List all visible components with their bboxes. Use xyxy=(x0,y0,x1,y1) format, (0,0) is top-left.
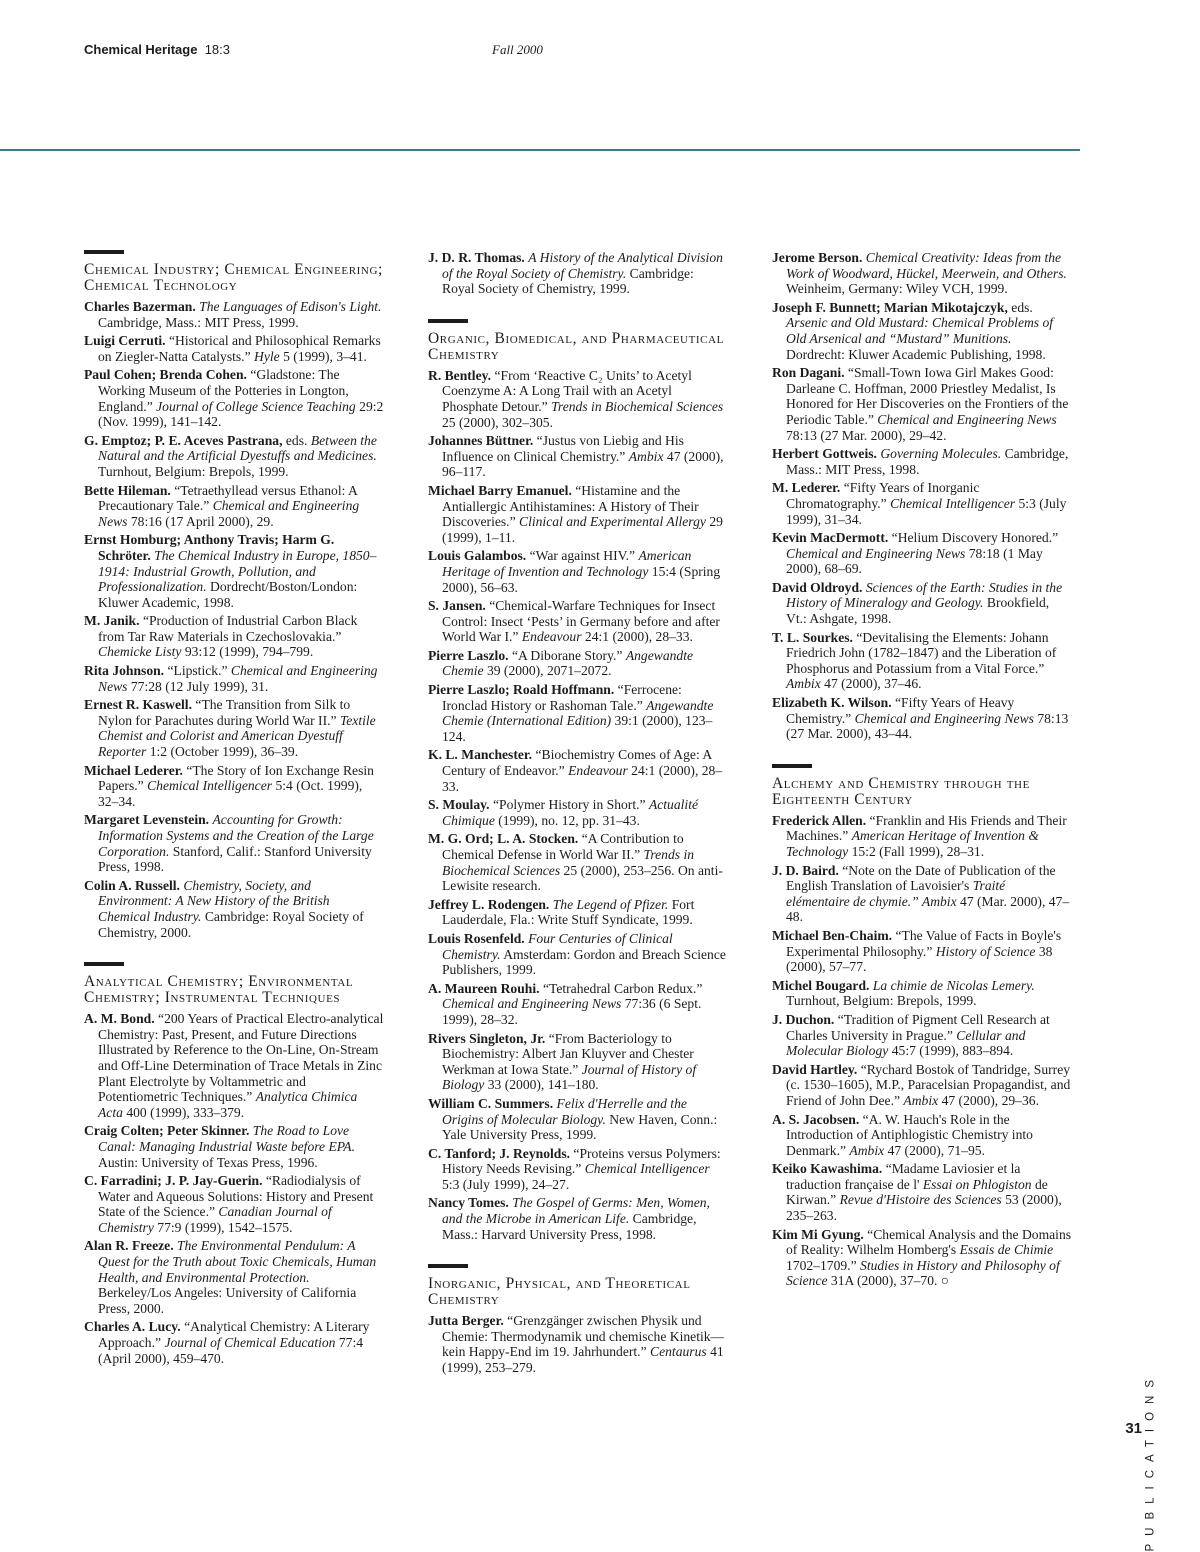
citation-text: “Ferrocene: Ironclad History or Rashoman Tale.” xyxy=(442,682,682,713)
citation-entry xyxy=(428,897,728,928)
citation-entry xyxy=(772,365,1072,443)
citation-text: 400 (1999), 333–379. xyxy=(126,1104,245,1120)
citation-text: 1:2 (October 1999), 36–39. xyxy=(149,744,299,760)
citation-text: Cambridge: Royal Society of Chemistry, 1999. xyxy=(442,265,694,297)
citation-text: 29 (1999), 1–11. xyxy=(442,514,723,545)
citation-text: “200 Years of Practical Electro-analytical Chemistry: Past, Present, and Future Directions Illustrated by Reference to the On-Line, On-Stream and Off-Line Determination of Trace Metals in Zinc Plant Electrolyte by Voltammetric and Potentiometric Techniques.” xyxy=(98,1011,384,1105)
section-bar xyxy=(772,764,812,768)
citation-entry xyxy=(428,831,728,893)
citation-author: Michel Bougard. xyxy=(772,977,870,993)
section-analytical-chemistry xyxy=(84,962,384,1366)
citation-author: Luigi Cerruti. xyxy=(84,333,166,349)
citation-text: “Chemical-Warfare Techniques for Insect Control: Insect ‘Pests’ in Germany before and after World War I.” xyxy=(442,598,720,645)
citation-text: Cambridge, Mass.: Harvard University Press, 1998. xyxy=(442,1211,697,1242)
citation-text: 77:4 (April 2000), 459–470. xyxy=(98,1335,364,1366)
journal-title: Chemical Heritage xyxy=(84,42,198,57)
citation-entry xyxy=(428,483,728,545)
citation-author: David Hartley. xyxy=(772,1061,858,1077)
citation-text: 5 (1999), 3–41. xyxy=(283,348,367,364)
citation-text: 29:2 (Nov. 1999), 141–142. xyxy=(98,398,384,430)
citation-author: Jerome Berson. xyxy=(772,250,863,265)
citation-text: Berkeley/Los Angeles: University of California Press, 2000. xyxy=(98,1285,357,1316)
citation-entry xyxy=(84,367,384,429)
citation-text: eds. xyxy=(1011,299,1033,315)
section-title: Analytical Chemistry; Environmental Chemistry; Instrumental Techniques xyxy=(84,973,354,1007)
citation-title: Chemical Intelligencer xyxy=(584,1161,710,1177)
citation-text: 77:28 (12 July 1999), 31. xyxy=(130,678,269,694)
citation-author: C. Farradini; J. P. Jay-Guerin. xyxy=(84,1173,263,1189)
citation-title: Endeavour xyxy=(568,763,628,779)
citation-text: “Analytical Chemistry: A Literary Approach.” xyxy=(98,1319,370,1351)
citation-title: Ambix xyxy=(903,1092,939,1108)
citation-author: M. G. Ord; L. A. Stocken. xyxy=(428,831,579,847)
citation-entry xyxy=(428,598,728,645)
section-title: Organic, Biomedical, and Pharmaceutical Chemistry xyxy=(428,329,724,363)
citation-title: Chemicke Listy xyxy=(98,644,182,660)
citation-title: Endeavour xyxy=(521,629,582,645)
citation-title: Cellular and Molecular Biology xyxy=(786,1027,1026,1059)
column-2 xyxy=(428,250,728,1379)
citation-title: American Heritage of Invention and Technology xyxy=(442,548,692,579)
citation-text: 47 (2000), 96–117. xyxy=(442,448,724,480)
citation-title: Chemical Intelligencer xyxy=(147,778,273,794)
citation-title: The Road to Love Canal: Managing Industrial Waste before EPA. xyxy=(98,1123,356,1154)
citation-text: Turnhout, Belgium: Brepols, 1999. xyxy=(98,463,289,479)
citation-author: William C. Summers. xyxy=(428,1095,554,1111)
citation-entry xyxy=(772,1012,1072,1059)
citation-entry xyxy=(772,480,1072,527)
header-rule xyxy=(0,149,1080,151)
citation-text: 47 (2000), 37–46. xyxy=(824,676,922,692)
citation-title: Four Centuries of Clinical Chemistry. xyxy=(442,930,673,962)
citation-entry xyxy=(428,548,728,595)
citation-title: Angewandte Chemie xyxy=(442,647,694,679)
citation-title: Chemical and Engineering News xyxy=(442,996,622,1012)
citation-author: Charles Bazerman. xyxy=(84,299,196,314)
citation-entry xyxy=(84,663,384,694)
citation-entry xyxy=(772,1112,1072,1159)
citation-author: Louis Galambos. xyxy=(428,548,527,564)
citation-text: 15:2 (Fall 1999), 28–31. xyxy=(851,844,985,859)
citation-title: Felix d'Herrelle and the Origins of Molecular Biology. xyxy=(442,1095,687,1127)
citation-entry xyxy=(84,697,384,759)
column-3 xyxy=(772,250,1072,1292)
citation-text: 39:1 (2000), 123–124. xyxy=(442,713,713,744)
citation-entry xyxy=(84,333,384,364)
citation-text: “The Transition from Silk to Nylon for Parachutes during World War II.” xyxy=(98,697,351,728)
citation-author: Ron Dagani. xyxy=(772,365,845,381)
citation-author: Paul Cohen; Brenda Cohen. xyxy=(84,367,247,383)
citation-entry xyxy=(772,978,1072,1009)
citation-text: “Devitalising the Elements: Johann Friedrich John (1782–1847) and the Liberation of Phosphorus and Potassium from a Vital Force.” xyxy=(786,629,1057,676)
citation-text: “Chemical Analysis and the Domains of Reality: Wilhelm Homberg's xyxy=(786,1226,1072,1258)
citation-text: 33 (2000), 141–180. xyxy=(487,1077,599,1093)
citation-entry xyxy=(84,532,384,610)
citation-author: S. Jansen. xyxy=(428,598,486,614)
citation-text: 41 (1999), 253–279. xyxy=(442,1344,724,1376)
citation-title: Canadian Journal of Chemistry xyxy=(98,1204,332,1235)
citation-author: Kim Mi Gyung. xyxy=(772,1226,864,1242)
page-number: 31 xyxy=(1125,1420,1142,1437)
citation-author: Keiko Kawashima. xyxy=(772,1161,883,1177)
citation-text: “Madame Laviosier et la traduction française de l' xyxy=(786,1161,1021,1192)
citation-text: “Proteins versus Polymers: History Needs Revising.” xyxy=(442,1145,721,1177)
citation-title: Trends in Biochemical Sciences xyxy=(442,847,695,878)
citation-title: La chimie de Nicolas Lemery. xyxy=(872,977,1035,993)
citation-title: Studies in History and Philosophy of Science xyxy=(786,1257,1060,1289)
citation-title: Hyle xyxy=(254,348,280,364)
citation-text: “Rychard Bostok of Tandridge, Surrey (c. 1530–1605), M.P., Paracelsian Propagandist, and Friend of John Dee.” xyxy=(786,1061,1071,1108)
citation-entry xyxy=(84,763,384,810)
citation-text: 78:18 (1 May 2000), 68–69. xyxy=(786,545,1043,577)
citation-text: “Histamine and the Antiallergic Antihistamines: A History of Their Discoveries.” xyxy=(442,482,699,530)
citation-author: Bette Hileman. xyxy=(84,482,171,498)
citation-text: Turnhout, Belgium: Brepols, 1999. xyxy=(786,993,977,1009)
citation-text: “Polymer History in Short.” xyxy=(492,797,646,813)
citation-title: Between the Natural and the Artificial Dyestuffs and Medicines. xyxy=(98,432,377,464)
citation-title: Chemical and Engineering News xyxy=(786,545,966,561)
citation-entry xyxy=(772,1062,1072,1109)
citation-text: “A Diborane Story.” xyxy=(511,647,623,663)
citation-text: “The Value of Facts in Boyle's Experimental Philosophy.” xyxy=(786,927,1062,959)
citation-text: “Note on the Date of Publication of the English Translation of Lavoisier's xyxy=(786,862,1056,894)
citation-author: G. Emptoz; P. E. Aceves Pastrana, xyxy=(84,432,283,448)
citation-text: “From Bacteriology to Biochemistry: Albert Jan Kluyver and Chester Werkman at Iowa State.” xyxy=(442,1030,694,1077)
citation-text: 47 (Mar. 2000), 47–48. xyxy=(786,893,1070,925)
citation-text: 53 (2000), 235–263. xyxy=(786,1192,1062,1224)
citation-title: Chemical Intelligencer xyxy=(890,495,1016,511)
citation-text: 24:1 (2000), 28–33. xyxy=(584,629,693,645)
citation-text: Fort Lauderdale, Fla.: Write Stuff Syndicate, 1999. xyxy=(442,896,695,928)
citation-entry xyxy=(428,1096,728,1143)
citation-text: Amsterdam: Gordon and Breach Science Publishers, 1999. xyxy=(442,946,726,978)
citation-text: eds. xyxy=(285,432,308,448)
citation-author: Jutta Berger. xyxy=(428,1313,504,1329)
citation-entry xyxy=(84,1238,384,1316)
citation-author: Ernest R. Kaswell. xyxy=(84,697,192,713)
citation-title: Traité elémentaire de chymie.” Ambix xyxy=(786,878,1006,909)
citation-text: 15:4 (Spring 2000), 56–63. xyxy=(442,563,721,595)
column-1 xyxy=(84,250,384,1369)
citation-author: M. Lederer. xyxy=(772,480,841,496)
citation-author: Jeffrey L. Rodengen. xyxy=(428,896,550,912)
citation-author: Craig Colten; Peter Skinner. xyxy=(84,1123,250,1139)
citation-text: 25 (2000), 253–256. On anti-Lewisite research. xyxy=(442,862,723,894)
section-chemical-industry xyxy=(84,250,384,940)
section-bar xyxy=(428,319,468,323)
citation-text: “Production of Industrial Carbon Black from Tar Raw Materials in Czechoslovakia.” xyxy=(98,613,358,644)
citation-text: New Haven, Conn.: Yale University Press, 1999. xyxy=(442,1111,718,1143)
citation-author: J. D. R. Thomas. xyxy=(428,250,525,265)
citation-entry xyxy=(772,530,1072,577)
citation-text: 78:13 (27 Mar. 2000), 29–42. xyxy=(786,427,947,443)
citation-text: 45:7 (1999), 883–894. xyxy=(891,1043,1014,1059)
citation-author: Herbert Gottweis. xyxy=(772,446,877,462)
citation-text: 77:9 (1999), 1542–1575. xyxy=(157,1219,293,1235)
citation-author: S. Moulay. xyxy=(428,797,490,813)
citation-text: “Tetraethyllead versus Ethanol: A Precautionary Tale.” xyxy=(98,482,358,514)
citation-text: “Biochemistry Comes of Age: A Century of Endeavor.” xyxy=(442,747,712,779)
citation-entry xyxy=(772,250,1072,297)
citation-title: Ambix xyxy=(628,448,664,464)
citation-text: (1999), no. 12, pp. 31–43. xyxy=(498,812,640,828)
citation-author: K. L. Manchester. xyxy=(428,747,533,763)
citation-title: Clinical and Experimental Allergy xyxy=(519,514,706,530)
citation-title: The Legend of Pfizer. xyxy=(552,896,669,912)
citation-entry xyxy=(84,433,384,480)
citation-entry xyxy=(772,1227,1072,1289)
citation-text: “Helium Discovery Honored.” xyxy=(891,530,1059,546)
citation-text: 78:16 (17 April 2000), 29. xyxy=(130,513,274,529)
citation-author: Louis Rosenfeld. xyxy=(428,930,525,946)
citation-title: Governing Molecules. xyxy=(880,446,1002,462)
citation-entry xyxy=(772,928,1072,975)
section-analytical-chemistry-cont xyxy=(428,250,728,297)
section-title: Inorganic, Physical, and Theoretical Chemistry xyxy=(428,1275,691,1309)
citation-entry xyxy=(84,1123,384,1170)
citation-entry xyxy=(84,1173,384,1235)
citation-text: “A. W. Hauch's Role in the Introduction of Antiphlogistic Chemistry into Denmark.” xyxy=(786,1111,1033,1158)
section-alchemy xyxy=(772,764,1072,1289)
citation-title: The Gospel of Germs: Men, Women, and the Microbe in American Life. xyxy=(442,1195,710,1227)
citation-entry xyxy=(772,580,1072,627)
citation-title: Chemical and Engineering News xyxy=(98,663,378,694)
citation-entry xyxy=(428,682,728,744)
citation-title: Journal of History of Biology xyxy=(442,1061,697,1093)
citation-author: Michael Lederer. xyxy=(84,762,183,778)
citation-author: Frederick Allen. xyxy=(772,812,867,828)
citation-title: Accounting for Growth: Information Systems and the Creation of the Large Corporation. xyxy=(98,812,374,859)
section-inorganic-chemistry-cont xyxy=(772,250,1072,742)
citation-title: Journal of College Science Teaching xyxy=(156,398,356,414)
citation-title: The Languages of Edison's Light. xyxy=(199,299,382,314)
citation-entry xyxy=(428,797,728,828)
citation-author: A. M. Bond. xyxy=(84,1011,155,1027)
citation-author: C. Tanford; J. Reynolds. xyxy=(428,1145,571,1161)
citation-author: Kevin MacDermott. xyxy=(772,530,889,546)
citation-text: “A Contribution to Chemical Defense in World War II.” xyxy=(442,831,684,862)
citation-author: A. S. Jacobsen. xyxy=(772,1111,860,1127)
citation-author: Johannes Büttner. xyxy=(428,433,534,449)
citation-author: Pierre Laszlo; Roald Hoffmann. xyxy=(428,682,615,698)
citation-text: 47 (2000), 29–36. xyxy=(941,1092,1039,1108)
section-title: Chemical Industry; Chemical Engineering; Chemical Technology xyxy=(84,261,383,294)
citation-text: Brookfield, Vt.: Ashgate, 1998. xyxy=(786,595,1050,627)
citation-entry xyxy=(772,813,1072,860)
citation-title: Centaurus xyxy=(650,1344,707,1360)
citation-author: Rita Johnson. xyxy=(84,663,165,679)
citation-title: Chemical Creativity: Ideas from the Work of Woodward, Hückel, Meerwein, and Others. xyxy=(786,250,1067,281)
section-bar xyxy=(84,962,124,966)
citation-text: 24:1 (2000), 28–33. xyxy=(442,763,723,794)
citation-title: A History of the Analytical Division of the Royal Society of Chemistry. xyxy=(442,250,723,281)
citation-author: Charles A. Lucy. xyxy=(84,1319,181,1335)
citation-entry xyxy=(428,1031,728,1093)
citation-entry xyxy=(84,1319,384,1366)
citation-entry xyxy=(428,433,728,480)
citation-text: 5:4 (Oct. 1999), 32–34. xyxy=(98,778,363,809)
citation-title: American Heritage of Invention & Technology xyxy=(786,828,1039,859)
citation-author: Elizabeth K. Wilson. xyxy=(772,695,892,711)
citation-text: “Tradition of Pigment Cell Research at Charles University in Prague.” xyxy=(786,1011,1050,1043)
citation-text: Cambridge, Mass.: MIT Press, 1998. xyxy=(786,446,1069,477)
citation-author: Colin A. Russell. xyxy=(84,877,180,893)
citation-entry xyxy=(84,1011,384,1120)
citation-title: Revue d'Histoire des Sciences xyxy=(839,1192,1002,1208)
citation-entry xyxy=(428,368,728,430)
citation-text: de Kirwan.” xyxy=(786,1176,1048,1208)
citation-text: “War against HIV.” xyxy=(529,548,636,564)
section-organic-chemistry xyxy=(428,319,728,1242)
citation-entry xyxy=(428,931,728,978)
citation-entry xyxy=(428,747,728,794)
citation-text: “Franklin and His Friends and Their Machines.” xyxy=(786,812,1067,844)
citation-title: Angewandte Chemie (International Edition) xyxy=(442,697,714,729)
citation-author: T. L. Sourkes. xyxy=(772,629,853,645)
citation-text: “Grenzgänger zwischen Physik und Chemie: Thermodynamik und chemische Kinetik—kein Happy-End im 19. Jahrhundert.” xyxy=(442,1313,725,1360)
citation-text: 78:13 (27 Mar. 2000), 43–44. xyxy=(786,710,1069,742)
citation-entry xyxy=(428,1146,728,1193)
citation-entry xyxy=(428,1313,728,1375)
citation-author: Nancy Tomes. xyxy=(428,1195,509,1211)
citation-title: Arsenic and Old Mustard: Chemical Problems of Old Arsenical and “Mustard” Munitions. xyxy=(786,315,1054,346)
citation-entry xyxy=(772,1161,1072,1223)
citation-entry xyxy=(428,1195,728,1242)
citation-entry xyxy=(428,648,728,679)
citation-text: 77:36 (6 Sept. 1999), 28–32. xyxy=(442,996,702,1027)
citation-text: 5:3 (July 1999), 31–34. xyxy=(786,495,1067,527)
citation-entry xyxy=(84,812,384,874)
citation-text: “Justus von Liebig and His Influence on Clinical Chemistry.” xyxy=(442,433,684,464)
citation-text: Cambridge: Royal Society of Chemistry, 2000. xyxy=(98,908,364,940)
citation-title: Essais de Chimie xyxy=(959,1242,1054,1258)
citation-text: 5:3 (July 1999), 24–27. xyxy=(442,1176,570,1192)
citation-title: Sciences of the Earth: Studies in the History of Mineralogy and Geology. xyxy=(786,579,1063,611)
citation-title: The Environmental Pendulum: A Quest for the Truth about Toxic Chemicals, Human Health, and Environmental Protection. xyxy=(98,1238,377,1285)
citation-text: “Fifty Years of Heavy Chemistry.” xyxy=(786,695,1015,726)
citation-text: “Radiodialysis of Water and Aqueous Solutions: History and Present State of the Science.” xyxy=(98,1173,374,1220)
citation-title: Journal of Chemical Education xyxy=(164,1335,336,1351)
citation-text: 93:12 (1999), 794–799. xyxy=(184,644,314,660)
citation-text: 38 (2000), 57–77. xyxy=(786,943,1053,975)
citation-text: 25 (2000), 302–305. xyxy=(442,414,554,430)
citation-text: 31A (2000), 37–70. ○ xyxy=(830,1273,950,1289)
citation-entry xyxy=(772,300,1072,362)
citation-title: Ambix xyxy=(786,676,821,692)
citation-text: Stanford, Calif.: Stanford University Press, 1998. xyxy=(98,843,372,875)
citation-entry xyxy=(84,613,384,660)
citation-entry xyxy=(84,299,384,330)
running-header xyxy=(84,42,543,58)
citation-title: Chemical and Engineering News xyxy=(877,411,1057,427)
citation-entry xyxy=(84,878,384,940)
citation-text: Austin: University of Texas Press, 1996. xyxy=(98,1154,318,1170)
citation-author: Pierre Laszlo. xyxy=(428,647,509,663)
citation-text: Cambridge, Mass.: MIT Press, 1999. xyxy=(98,314,299,330)
citation-text: “Small-Town Iowa Girl Makes Good: Darleane C. Hoffman, 2000 Priestley Medalist, Is Honored for Her Discoveries on the Frontiers of the Periodic Table.” xyxy=(786,365,1069,427)
citation-author: J. D. Baird. xyxy=(772,862,839,878)
citation-text: “Gladstone: The Working Museum of the Potteries in Longton, England.” xyxy=(98,367,349,414)
citation-title: Actualité Chimique xyxy=(442,797,699,828)
citation-text: “The Story of Ion Exchange Resin Papers.” xyxy=(98,762,374,794)
citation-text: 39 (2000), 2071–2072. xyxy=(486,663,612,679)
citation-title: Ambix xyxy=(849,1142,885,1158)
issue-number: 18:3 xyxy=(204,42,230,57)
citation-text: “Tetrahedral Carbon Redux.” xyxy=(542,980,703,996)
citation-text: Dordrecht: Kluwer Academic Publishing, 1998. xyxy=(786,346,1046,362)
citation-text: 1702–1709.” xyxy=(786,1257,857,1273)
citation-author: Michael Ben-Chaim. xyxy=(772,927,893,943)
citation-author: Alan R. Freeze. xyxy=(84,1238,174,1254)
section-bar xyxy=(84,250,124,254)
citation-title: The Chemical Industry in Europe, 1850–1914: Industrial Growth, Pollution, and Professionalization. xyxy=(98,547,377,595)
citation-title: Chemical and Engineering News xyxy=(854,710,1034,726)
citation-text: “From ‘Reactive C₂ Units’ to Acetyl Coenzyme A: A Long Trail with an Acetyl Phosphate Detour.” xyxy=(442,367,692,414)
citation-entry xyxy=(84,483,384,530)
citation-entry xyxy=(772,863,1072,925)
citation-author: Rivers Singleton, Jr. xyxy=(428,1030,546,1046)
citation-text: Dordrecht/Boston/London: Kluwer Academic, 1998. xyxy=(98,579,358,610)
citation-author: M. Janik. xyxy=(84,613,140,629)
section-bar xyxy=(428,1264,468,1268)
citation-author: David Oldroyd. xyxy=(772,579,863,595)
citation-author: Ernst Homburg; Anthony Travis; Harm G. Schröter. xyxy=(84,532,335,563)
citation-title: History of Science xyxy=(935,943,1036,959)
citation-author: Joseph F. Bunnett; Marian Mikotajczyk, xyxy=(772,299,1008,315)
citation-entry xyxy=(772,695,1072,742)
citation-entry xyxy=(428,250,728,297)
citation-title: Trends in Biochemical Sciences xyxy=(551,398,724,414)
citation-entry xyxy=(772,630,1072,692)
citation-title: Chemistry, Society, and Environment: A New History of the British Chemical Industry. xyxy=(98,877,330,924)
citation-title: Essai on Phlogiston xyxy=(922,1176,1032,1192)
section-side-label: PUBLICATIONS xyxy=(1144,1372,1156,1552)
citation-title: Analytica Chimica Acta xyxy=(98,1089,358,1120)
citation-text: 47 (2000), 71–95. xyxy=(887,1142,985,1158)
section-title: Alchemy and Chemistry through the Eighteenth Century xyxy=(772,774,1030,808)
citation-text: “Historical and Philosophical Remarks on Ziegler-Natta Catalysts.” xyxy=(98,333,381,364)
citation-text: Weinheim, Germany: Wiley VCH, 1999. xyxy=(786,281,1008,297)
citation-author: J. Duchon. xyxy=(772,1011,835,1027)
issue-season: Fall 2000 xyxy=(492,42,543,57)
citation-author: Michael Barry Emanuel. xyxy=(428,482,572,498)
citation-entry xyxy=(772,446,1072,477)
citation-entry xyxy=(428,981,728,1028)
citation-title: Chemical and Engineering News xyxy=(98,498,360,529)
citation-text: “Lipstick.” xyxy=(167,663,228,679)
citation-author: R. Bentley. xyxy=(428,367,492,383)
citation-author: Margaret Levenstein. xyxy=(84,812,210,828)
citation-author: A. Maureen Rouhi. xyxy=(428,980,540,996)
section-inorganic-chemistry xyxy=(428,1264,728,1375)
citation-title: Textile Chemist and Colorist and American Dyestuff Reporter xyxy=(98,712,376,760)
citation-text: “Fifty Years of Inorganic Chromatography.” xyxy=(786,480,980,511)
